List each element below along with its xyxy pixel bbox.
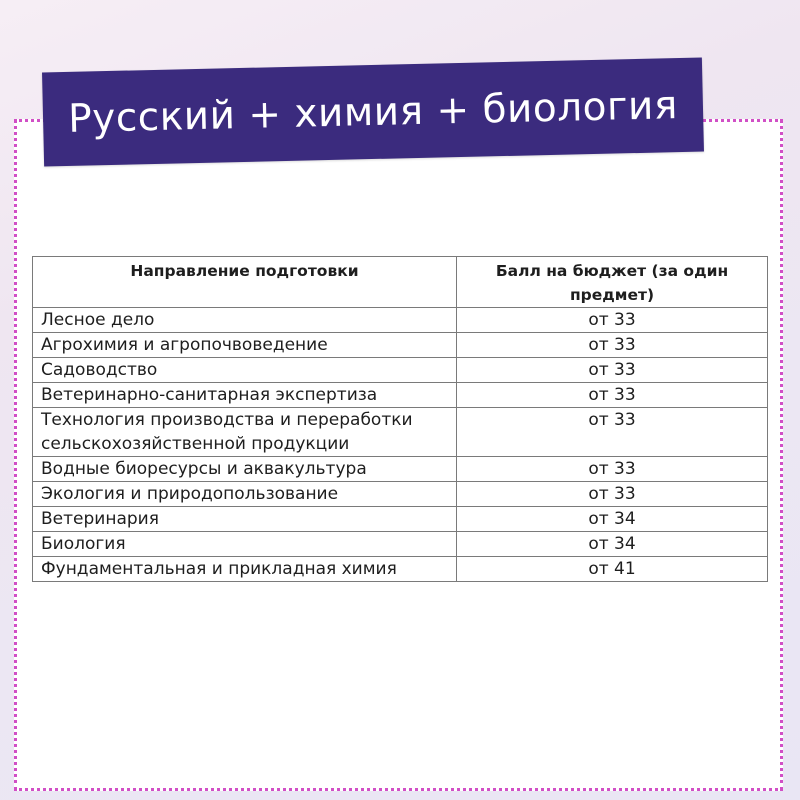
score-cell: от 34 (457, 507, 768, 532)
score-cell: от 33 (457, 358, 768, 383)
direction-cell: Садоводство (33, 358, 457, 383)
table-row (33, 532, 768, 557)
score-cell: от 33 (457, 482, 768, 507)
scores-table (32, 256, 768, 582)
table-row (33, 408, 768, 457)
score-cell: от 33 (457, 308, 768, 333)
direction-cell: Лесное дело (33, 308, 457, 333)
direction-cell: Фундаментальная и прикладная химия (33, 557, 457, 582)
table-row (33, 383, 768, 408)
direction-cell: Экология и природопользование (33, 482, 457, 507)
table-row (33, 557, 768, 582)
title-banner (42, 58, 704, 167)
score-cell: от 34 (457, 532, 768, 557)
score-cell: от 41 (457, 557, 768, 582)
direction-cell: Агрохимия и агропочвоведение (33, 333, 457, 358)
score-cell: от 33 (457, 383, 768, 408)
header-score: Балл на бюджет (за один предмет) (457, 257, 768, 308)
direction-cell: Биология (33, 532, 457, 557)
direction-cell: Ветеринария (33, 507, 457, 532)
table-row (33, 507, 768, 532)
table-row (33, 333, 768, 358)
table-row (33, 308, 768, 333)
table-row (33, 482, 768, 507)
direction-cell: Водные биоресурсы и аквакультура (33, 457, 457, 482)
score-cell: от 33 (457, 457, 768, 482)
table-row (33, 457, 768, 482)
page-title: Русский + химия + биология (67, 82, 679, 142)
header-direction: Направление подготовки (33, 257, 457, 308)
direction-cell: Технология производства и переработки сельскохозяйственной продукции (33, 408, 457, 457)
direction-cell: Ветеринарно-санитарная экспертиза (33, 383, 457, 408)
score-cell: от 33 (457, 408, 768, 457)
table-header-row (33, 257, 768, 308)
score-cell: от 33 (457, 333, 768, 358)
table-row (33, 358, 768, 383)
